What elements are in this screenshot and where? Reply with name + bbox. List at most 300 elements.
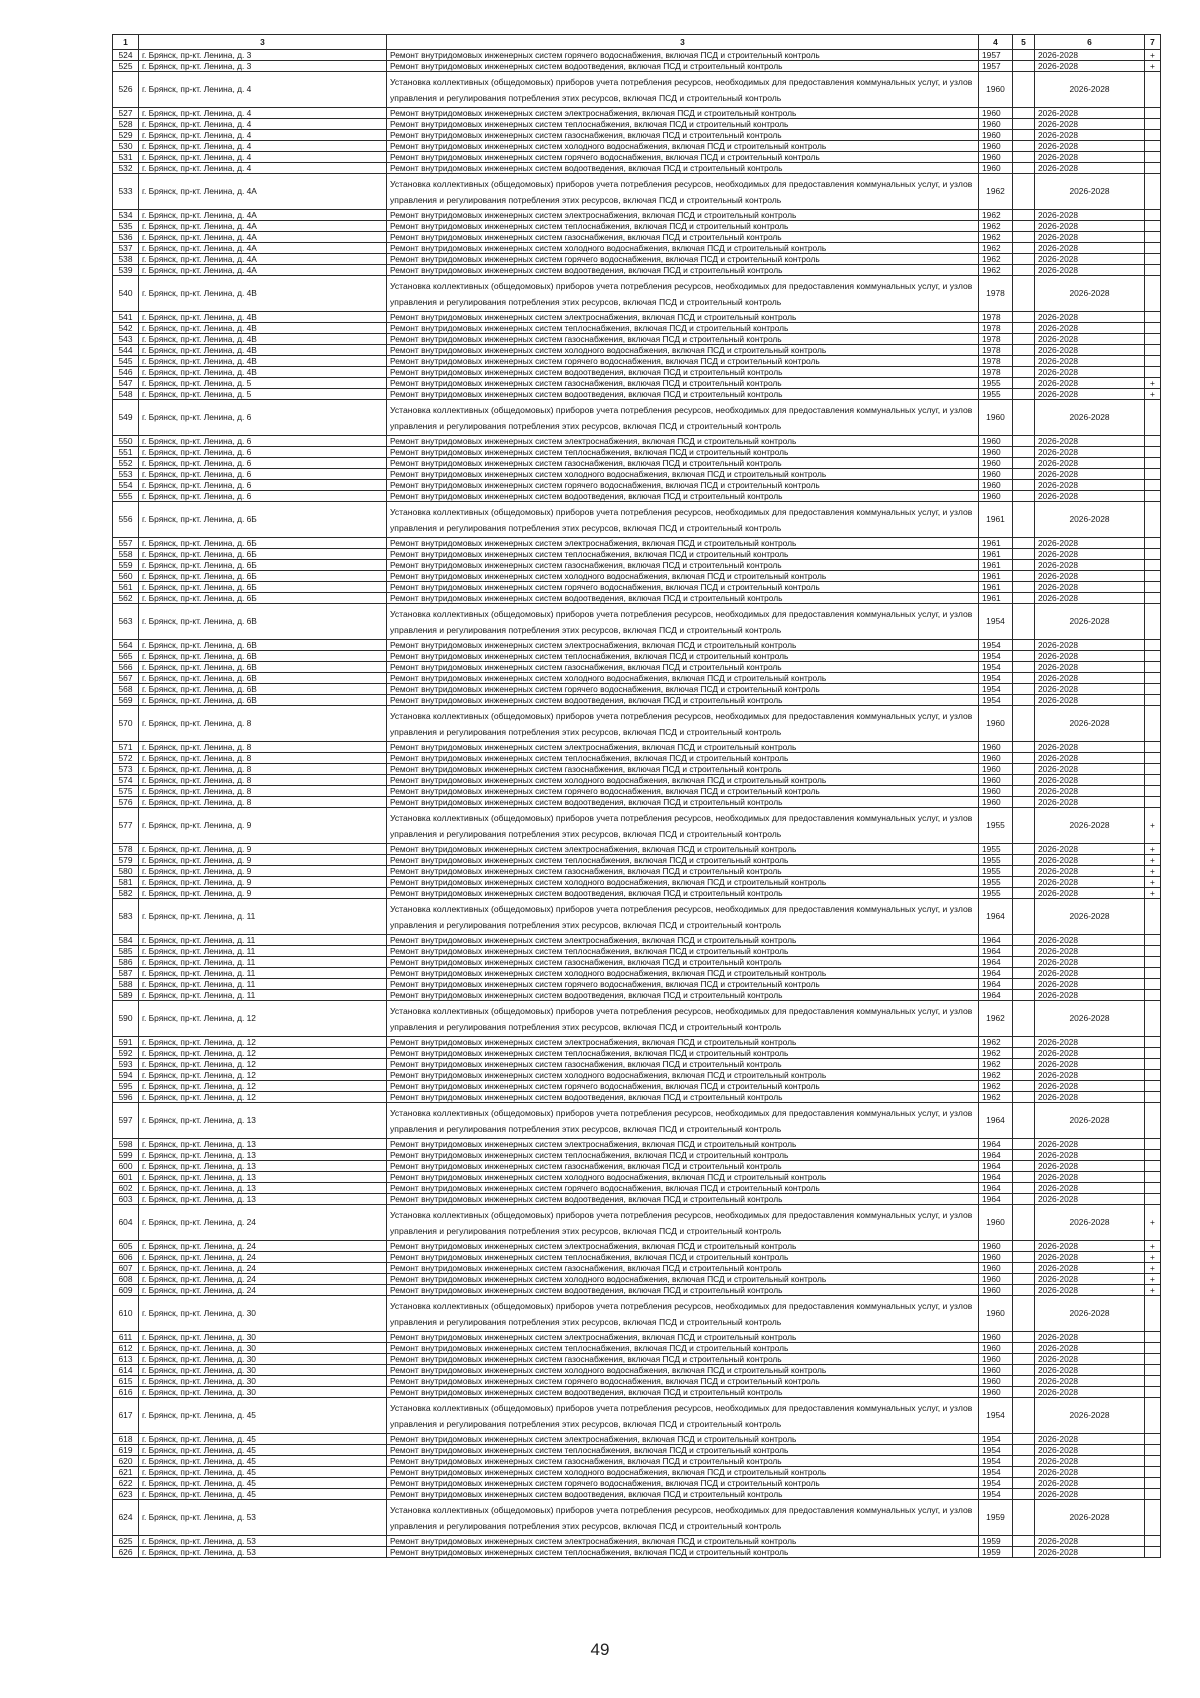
build-year-cell: 1978: [979, 367, 1013, 378]
mark-cell: [1145, 458, 1161, 469]
address-cell: г. Брянск, пр-кт. Ленина, д. 4: [139, 152, 387, 163]
column-5-cell: [1013, 990, 1035, 1001]
work-type-cell: Ремонт внутридомовых инженерных систем горячего водоснабжения, включая ПСД и строительный контроль: [387, 152, 979, 163]
address-cell: г. Брянск, пр-кт. Ленина, д. 6: [139, 480, 387, 491]
work-type-cell: Ремонт внутридомовых инженерных систем горячего водоснабжения, включая ПСД и строительный контроль: [387, 356, 979, 367]
address-cell: г. Брянск, пр-кт. Ленина, д. 24: [139, 1241, 387, 1252]
build-year-cell: 1960: [979, 797, 1013, 808]
table-row: [113, 108, 1161, 119]
address-cell: г. Брянск, пр-кт. Ленина, д. 24: [139, 1274, 387, 1285]
column-5-cell: [1013, 400, 1035, 436]
column-5-cell: [1013, 1092, 1035, 1103]
address-cell: г. Брянск, пр-кт. Ленина, д. 9: [139, 844, 387, 855]
repair-period-cell: 2026-2028: [1035, 1332, 1145, 1343]
address-cell: г. Брянск, пр-кт. Ленина, д. 13: [139, 1172, 387, 1183]
work-type-cell: Ремонт внутридомовых инженерных систем водоотведения, включая ПСД и строительный контроль: [387, 695, 979, 706]
mark-cell: [1145, 946, 1161, 957]
build-year-cell: 1960: [979, 72, 1013, 108]
work-type-cell: Ремонт внутридомовых инженерных систем водоотведения, включая ПСД и строительный контроль: [387, 1092, 979, 1103]
work-type-cell: Ремонт внутридомовых инженерных систем горячего водоснабжения, включая ПСД и строительный контроль: [387, 1081, 979, 1092]
column-5-cell: [1013, 276, 1035, 312]
row-number: 566: [113, 662, 139, 673]
address-cell: г. Брянск, пр-кт. Ленина, д. 8: [139, 706, 387, 742]
build-year-cell: 1960: [979, 400, 1013, 436]
build-year-cell: 1961: [979, 560, 1013, 571]
repair-period-cell: 2026-2028: [1035, 1500, 1145, 1536]
table-row: [113, 684, 1161, 695]
column-5-cell: [1013, 1478, 1035, 1489]
column-5-cell: [1013, 50, 1035, 61]
row-number: 622: [113, 1478, 139, 1489]
mark-cell: [1145, 436, 1161, 447]
repair-period-cell: 2026-2028: [1035, 1274, 1145, 1285]
build-year-cell: 1955: [979, 808, 1013, 844]
build-year-cell: 1964: [979, 1172, 1013, 1183]
column-5-cell: [1013, 1059, 1035, 1070]
build-year-cell: 1960: [979, 742, 1013, 753]
row-number: 609: [113, 1285, 139, 1296]
row-number: 608: [113, 1274, 139, 1285]
build-year-cell: 1960: [979, 1285, 1013, 1296]
work-type-cell: Установка коллективных (общедомовых) приборов учета потребления ресурсов, необходимых для предоставления коммунальных услуг, и узлов управления и регулирования потребления этих ресурсов, включая ПСД и строительный контроль: [387, 400, 979, 436]
work-type-cell: Ремонт внутридомовых инженерных систем теплоснабжения, включая ПСД и строительный контроль: [387, 1048, 979, 1059]
repair-period-cell: 2026-2028: [1035, 1398, 1145, 1434]
work-type-cell: Ремонт внутридомовых инженерных систем электроснабжения, включая ПСД и строительный контроль: [387, 436, 979, 447]
address-cell: г. Брянск, пр-кт. Ленина, д. 53: [139, 1500, 387, 1536]
address-cell: г. Брянск, пр-кт. Ленина, д. 4В: [139, 367, 387, 378]
row-number: 570: [113, 706, 139, 742]
row-number: 576: [113, 797, 139, 808]
row-number: 615: [113, 1376, 139, 1387]
work-type-cell: Ремонт внутридомовых инженерных систем теплоснабжения, включая ПСД и строительный контроль: [387, 119, 979, 130]
address-cell: г. Брянск, пр-кт. Ленина, д. 4В: [139, 323, 387, 334]
table-row: [113, 695, 1161, 706]
address-cell: г. Брянск, пр-кт. Ленина, д. 3: [139, 61, 387, 72]
column-5-cell: [1013, 1161, 1035, 1172]
address-cell: г. Брянск, пр-кт. Ленина, д. 45: [139, 1467, 387, 1478]
address-cell: г. Брянск, пр-кт. Ленина, д. 6Б: [139, 502, 387, 538]
work-type-cell: Установка коллективных (общедомовых) приборов учета потребления ресурсов, необходимых для предоставления коммунальных услуг, и узлов управления и регулирования потребления этих ресурсов, включая ПСД и строительный контроль: [387, 1500, 979, 1536]
mark-cell: [1145, 447, 1161, 458]
row-number: 583: [113, 899, 139, 935]
build-year-cell: 1960: [979, 1387, 1013, 1398]
work-type-cell: Установка коллективных (общедомовых) приборов учета потребления ресурсов, необходимых для предоставления коммунальных услуг, и узлов управления и регулирования потребления этих ресурсов, включая ПСД и строительный контроль: [387, 1001, 979, 1037]
column-5-cell: [1013, 436, 1035, 447]
table-row: [113, 877, 1161, 888]
row-number: 623: [113, 1489, 139, 1500]
mark-cell: [1145, 163, 1161, 174]
mark-cell: [1145, 1103, 1161, 1139]
work-type-cell: Ремонт внутридомовых инженерных систем газоснабжения, включая ПСД и строительный контроль: [387, 130, 979, 141]
repair-period-cell: 2026-2028: [1035, 899, 1145, 935]
row-number: 543: [113, 334, 139, 345]
repair-period-cell: 2026-2028: [1035, 1048, 1145, 1059]
row-number: 618: [113, 1434, 139, 1445]
work-type-cell: Ремонт внутридомовых инженерных систем горячего водоснабжения, включая ПСД и строительный контроль: [387, 786, 979, 797]
table-row: [113, 560, 1161, 571]
work-type-cell: Ремонт внутридомовых инженерных систем электроснабжения, включая ПСД и строительный контроль: [387, 1434, 979, 1445]
row-number: 575: [113, 786, 139, 797]
address-cell: г. Брянск, пр-кт. Ленина, д. 6Б: [139, 571, 387, 582]
address-cell: г. Брянск, пр-кт. Ленина, д. 45: [139, 1434, 387, 1445]
row-number: 579: [113, 855, 139, 866]
work-type-cell: Ремонт внутридомовых инженерных систем водоотведения, включая ПСД и строительный контроль: [387, 797, 979, 808]
address-cell: г. Брянск, пр-кт. Ленина, д. 12: [139, 1048, 387, 1059]
table-row: [113, 243, 1161, 254]
row-number: 562: [113, 593, 139, 604]
repair-period-cell: 2026-2028: [1035, 502, 1145, 538]
repair-period-cell: 2026-2028: [1035, 1354, 1145, 1365]
build-year-cell: 1960: [979, 491, 1013, 502]
address-cell: г. Брянск, пр-кт. Ленина, д. 45: [139, 1445, 387, 1456]
repair-period-cell: 2026-2028: [1035, 957, 1145, 968]
column-5-cell: [1013, 538, 1035, 549]
column-5-cell: [1013, 1252, 1035, 1263]
table-row: [113, 673, 1161, 684]
table-row: [113, 1467, 1161, 1478]
column-5-cell: [1013, 640, 1035, 651]
repair-period-cell: 2026-2028: [1035, 378, 1145, 389]
build-year-cell: 1961: [979, 538, 1013, 549]
build-year-cell: 1959: [979, 1547, 1013, 1558]
row-number: 594: [113, 1070, 139, 1081]
row-number: 532: [113, 163, 139, 174]
build-year-cell: 1960: [979, 1252, 1013, 1263]
table-row: [113, 356, 1161, 367]
address-cell: г. Брянск, пр-кт. Ленина, д. 6Б: [139, 560, 387, 571]
address-cell: г. Брянск, пр-кт. Ленина, д. 6: [139, 447, 387, 458]
column-5-cell: [1013, 345, 1035, 356]
column-5-cell: [1013, 243, 1035, 254]
mark-cell: +: [1145, 1263, 1161, 1274]
table-row: [113, 1536, 1161, 1547]
address-cell: г. Брянск, пр-кт. Ленина, д. 4А: [139, 254, 387, 265]
column-5-cell: [1013, 786, 1035, 797]
mark-cell: [1145, 1172, 1161, 1183]
row-number: 541: [113, 312, 139, 323]
repair-period-cell: 2026-2028: [1035, 990, 1145, 1001]
row-number: 573: [113, 764, 139, 775]
repair-period-cell: 2026-2028: [1035, 356, 1145, 367]
repair-period-cell: 2026-2028: [1035, 232, 1145, 243]
repair-period-cell: 2026-2028: [1035, 334, 1145, 345]
table-row: [113, 1274, 1161, 1285]
build-year-cell: 1978: [979, 276, 1013, 312]
repair-period-cell: 2026-2028: [1035, 651, 1145, 662]
address-cell: г. Брянск, пр-кт. Ленина, д. 6Б: [139, 593, 387, 604]
work-type-cell: Ремонт внутридомовых инженерных систем холодного водоснабжения, включая ПСД и строительный контроль: [387, 1467, 979, 1478]
row-number: 617: [113, 1398, 139, 1434]
build-year-cell: 1955: [979, 855, 1013, 866]
mark-cell: [1145, 549, 1161, 560]
table-row: [113, 491, 1161, 502]
work-type-cell: Ремонт внутридомовых инженерных систем электроснабжения, включая ПСД и строительный контроль: [387, 742, 979, 753]
column-5-cell: [1013, 877, 1035, 888]
table-row: [113, 1489, 1161, 1500]
column-5-cell: [1013, 1263, 1035, 1274]
address-cell: г. Брянск, пр-кт. Ленина, д. 6В: [139, 640, 387, 651]
table-row: [113, 1150, 1161, 1161]
repair-period-cell: 2026-2028: [1035, 221, 1145, 232]
work-type-cell: Ремонт внутридомовых инженерных систем теплоснабжения, включая ПСД и строительный контроль: [387, 549, 979, 560]
row-number: 550: [113, 436, 139, 447]
column-5-cell: [1013, 378, 1035, 389]
mark-cell: [1145, 684, 1161, 695]
repair-period-cell: 2026-2028: [1035, 312, 1145, 323]
table-row: [113, 221, 1161, 232]
row-number: 548: [113, 389, 139, 400]
table-row: [113, 1263, 1161, 1274]
repair-period-cell: 2026-2028: [1035, 888, 1145, 899]
address-cell: г. Брянск, пр-кт. Ленина, д. 11: [139, 957, 387, 968]
table-row: [113, 1205, 1161, 1241]
column-5-cell: [1013, 808, 1035, 844]
table-row: [113, 378, 1161, 389]
table-row: [113, 968, 1161, 979]
mark-cell: [1145, 276, 1161, 312]
address-cell: г. Брянск, пр-кт. Ленина, д. 30: [139, 1332, 387, 1343]
address-cell: г. Брянск, пр-кт. Ленина, д. 4А: [139, 243, 387, 254]
work-type-cell: Ремонт внутридомовых инженерных систем электроснабжения, включая ПСД и строительный контроль: [387, 1241, 979, 1252]
work-type-cell: Ремонт внутридомовых инженерных систем электроснабжения, включая ПСД и строительный контроль: [387, 1037, 979, 1048]
repair-period-cell: 2026-2028: [1035, 797, 1145, 808]
mark-cell: [1145, 141, 1161, 152]
work-type-cell: Ремонт внутридомовых инженерных систем холодного водоснабжения, включая ПСД и строительный контроль: [387, 1070, 979, 1081]
work-type-cell: Установка коллективных (общедомовых) приборов учета потребления ресурсов, необходимых для предоставления коммунальных услуг, и узлов управления и регулирования потребления этих ресурсов, включая ПСД и строительный контроль: [387, 1103, 979, 1139]
address-cell: г. Брянск, пр-кт. Ленина, д. 45: [139, 1398, 387, 1434]
address-cell: г. Брянск, пр-кт. Ленина, д. 4: [139, 72, 387, 108]
mark-cell: [1145, 560, 1161, 571]
repair-period-cell: 2026-2028: [1035, 447, 1145, 458]
row-number: 613: [113, 1354, 139, 1365]
table-row: [113, 764, 1161, 775]
mark-cell: +: [1145, 1252, 1161, 1263]
repair-period-cell: 2026-2028: [1035, 1489, 1145, 1500]
repair-period-cell: 2026-2028: [1035, 108, 1145, 119]
row-number: 590: [113, 1001, 139, 1037]
work-type-cell: Ремонт внутридомовых инженерных систем водоотведения, включая ПСД и строительный контроль: [387, 491, 979, 502]
column-5-cell: [1013, 1354, 1035, 1365]
address-cell: г. Брянск, пр-кт. Ленина, д. 4: [139, 141, 387, 152]
build-year-cell: 1962: [979, 243, 1013, 254]
column-5-cell: [1013, 1376, 1035, 1387]
row-number: 558: [113, 549, 139, 560]
build-year-cell: 1978: [979, 312, 1013, 323]
column-5-cell: [1013, 334, 1035, 345]
repair-period-cell: 2026-2028: [1035, 480, 1145, 491]
work-type-cell: Ремонт внутридомовых инженерных систем холодного водоснабжения, включая ПСД и строительный контроль: [387, 1172, 979, 1183]
repair-period-cell: 2026-2028: [1035, 855, 1145, 866]
repair-period-cell: 2026-2028: [1035, 1547, 1145, 1558]
work-type-cell: Ремонт внутридомовых инженерных систем теплоснабжения, включая ПСД и строительный контроль: [387, 221, 979, 232]
column-5-cell: [1013, 323, 1035, 334]
mark-cell: [1145, 990, 1161, 1001]
repair-period-cell: 2026-2028: [1035, 61, 1145, 72]
table-row: [113, 990, 1161, 1001]
build-year-cell: 1955: [979, 888, 1013, 899]
build-year-cell: 1955: [979, 877, 1013, 888]
table-row: [113, 141, 1161, 152]
header-cell: 4: [979, 35, 1013, 50]
mark-cell: [1145, 899, 1161, 935]
column-5-cell: [1013, 1467, 1035, 1478]
work-type-cell: Ремонт внутридомовых инженерных систем теплоснабжения, включая ПСД и строительный контроль: [387, 1343, 979, 1354]
address-cell: г. Брянск, пр-кт. Ленина, д. 4: [139, 119, 387, 130]
column-5-cell: [1013, 775, 1035, 786]
column-5-cell: [1013, 888, 1035, 899]
repair-period-cell: 2026-2028: [1035, 436, 1145, 447]
address-cell: г. Брянск, пр-кт. Ленина, д. 6Б: [139, 538, 387, 549]
repair-period-cell: 2026-2028: [1035, 706, 1145, 742]
build-year-cell: 1962: [979, 1001, 1013, 1037]
column-5-cell: [1013, 753, 1035, 764]
row-number: 554: [113, 480, 139, 491]
row-number: 530: [113, 141, 139, 152]
table-row: [113, 844, 1161, 855]
column-5-cell: [1013, 946, 1035, 957]
table-row: [113, 1500, 1161, 1536]
table-row: [113, 480, 1161, 491]
repair-period-cell: 2026-2028: [1035, 141, 1145, 152]
address-cell: г. Брянск, пр-кт. Ленина, д. 4В: [139, 345, 387, 356]
repair-period-cell: 2026-2028: [1035, 1103, 1145, 1139]
build-year-cell: 1961: [979, 502, 1013, 538]
mark-cell: [1145, 742, 1161, 753]
repair-period-cell: 2026-2028: [1035, 276, 1145, 312]
mark-cell: [1145, 72, 1161, 108]
table-row: [113, 1103, 1161, 1139]
column-5-cell: [1013, 141, 1035, 152]
column-5-cell: [1013, 174, 1035, 210]
header-cell: 1: [113, 35, 139, 50]
repair-period-cell: 2026-2028: [1035, 265, 1145, 276]
row-number: 539: [113, 265, 139, 276]
mark-cell: [1145, 775, 1161, 786]
mark-cell: [1145, 979, 1161, 990]
row-number: 587: [113, 968, 139, 979]
table-row: [113, 888, 1161, 899]
mark-cell: [1145, 232, 1161, 243]
column-5-cell: [1013, 265, 1035, 276]
column-5-cell: [1013, 1048, 1035, 1059]
mark-cell: +: [1145, 866, 1161, 877]
row-number: 577: [113, 808, 139, 844]
row-number: 534: [113, 210, 139, 221]
table-row: [113, 174, 1161, 210]
repair-period-cell: 2026-2028: [1035, 604, 1145, 640]
mark-cell: [1145, 1037, 1161, 1048]
mark-cell: [1145, 1489, 1161, 1500]
build-year-cell: 1978: [979, 323, 1013, 334]
address-cell: г. Брянск, пр-кт. Ленина, д. 9: [139, 888, 387, 899]
build-year-cell: 1960: [979, 141, 1013, 152]
address-cell: г. Брянск, пр-кт. Ленина, д. 4: [139, 163, 387, 174]
repair-period-cell: 2026-2028: [1035, 389, 1145, 400]
address-cell: г. Брянск, пр-кт. Ленина, д. 30: [139, 1387, 387, 1398]
work-type-cell: Установка коллективных (общедомовых) приборов учета потребления ресурсов, необходимых для предоставления коммунальных услуг, и узлов управления и регулирования потребления этих ресурсов, включая ПСД и строительный контроль: [387, 174, 979, 210]
column-5-cell: [1013, 469, 1035, 480]
mark-cell: [1145, 695, 1161, 706]
mark-cell: [1145, 1398, 1161, 1434]
address-cell: г. Брянск, пр-кт. Ленина, д. 6: [139, 400, 387, 436]
repair-period-cell: 2026-2028: [1035, 1478, 1145, 1489]
column-5-cell: [1013, 764, 1035, 775]
work-type-cell: Ремонт внутридомовых инженерных систем горячего водоснабжения, включая ПСД и строительный контроль: [387, 684, 979, 695]
repair-period-cell: 2026-2028: [1035, 844, 1145, 855]
row-number: 600: [113, 1161, 139, 1172]
column-5-cell: [1013, 1172, 1035, 1183]
mark-cell: [1145, 604, 1161, 640]
column-5-cell: [1013, 695, 1035, 706]
mark-cell: [1145, 1161, 1161, 1172]
mark-cell: +: [1145, 1274, 1161, 1285]
column-5-cell: [1013, 61, 1035, 72]
work-type-cell: Ремонт внутридомовых инженерных систем газоснабжения, включая ПСД и строительный контроль: [387, 662, 979, 673]
row-number: 549: [113, 400, 139, 436]
build-year-cell: 1954: [979, 1478, 1013, 1489]
row-number: 525: [113, 61, 139, 72]
row-number: 553: [113, 469, 139, 480]
build-year-cell: 1959: [979, 1536, 1013, 1547]
row-number: 526: [113, 72, 139, 108]
mark-cell: [1145, 469, 1161, 480]
table-row: [113, 1343, 1161, 1354]
repair-period-cell: 2026-2028: [1035, 571, 1145, 582]
work-type-cell: Установка коллективных (общедомовых) приборов учета потребления ресурсов, необходимых для предоставления коммунальных услуг, и узлов управления и регулирования потребления этих ресурсов, включая ПСД и строительный контроль: [387, 899, 979, 935]
column-5-cell: [1013, 549, 1035, 560]
header-cell: 3: [387, 35, 979, 50]
table-row: [113, 1296, 1161, 1332]
table-row: [113, 1194, 1161, 1205]
table-row: [113, 210, 1161, 221]
column-5-cell: [1013, 447, 1035, 458]
mark-cell: [1145, 1354, 1161, 1365]
address-cell: г. Брянск, пр-кт. Ленина, д. 4В: [139, 312, 387, 323]
row-number: 537: [113, 243, 139, 254]
table-body: [113, 50, 1161, 1558]
build-year-cell: 1964: [979, 957, 1013, 968]
address-cell: г. Брянск, пр-кт. Ленина, д. 12: [139, 1037, 387, 1048]
repair-period-cell: 2026-2028: [1035, 1263, 1145, 1274]
build-year-cell: 1964: [979, 1103, 1013, 1139]
work-type-cell: Ремонт внутридомовых инженерных систем водоотведения, включая ПСД и строительный контроль: [387, 990, 979, 1001]
address-cell: г. Брянск, пр-кт. Ленина, д. 53: [139, 1536, 387, 1547]
build-year-cell: 1960: [979, 436, 1013, 447]
repair-period-cell: 2026-2028: [1035, 1252, 1145, 1263]
address-cell: г. Брянск, пр-кт. Ленина, д. 5: [139, 378, 387, 389]
build-year-cell: 1954: [979, 1398, 1013, 1434]
address-cell: г. Брянск, пр-кт. Ленина, д. 8: [139, 797, 387, 808]
row-number: 620: [113, 1456, 139, 1467]
row-number: 551: [113, 447, 139, 458]
column-5-cell: [1013, 1205, 1035, 1241]
address-cell: г. Брянск, пр-кт. Ленина, д. 3: [139, 50, 387, 61]
repair-period-cell: 2026-2028: [1035, 163, 1145, 174]
build-year-cell: 1954: [979, 695, 1013, 706]
column-5-cell: [1013, 1070, 1035, 1081]
work-type-cell: Ремонт внутридомовых инженерных систем теплоснабжения, включая ПСД и строительный контроль: [387, 1150, 979, 1161]
mark-cell: [1145, 1194, 1161, 1205]
repair-period-cell: 2026-2028: [1035, 1150, 1145, 1161]
repair-period-cell: 2026-2028: [1035, 935, 1145, 946]
address-cell: г. Брянск, пр-кт. Ленина, д. 30: [139, 1296, 387, 1332]
address-cell: г. Брянск, пр-кт. Ленина, д. 6В: [139, 695, 387, 706]
mark-cell: +: [1145, 389, 1161, 400]
mark-cell: [1145, 968, 1161, 979]
mark-cell: +: [1145, 1285, 1161, 1296]
mark-cell: [1145, 1387, 1161, 1398]
address-cell: г. Брянск, пр-кт. Ленина, д. 11: [139, 946, 387, 957]
